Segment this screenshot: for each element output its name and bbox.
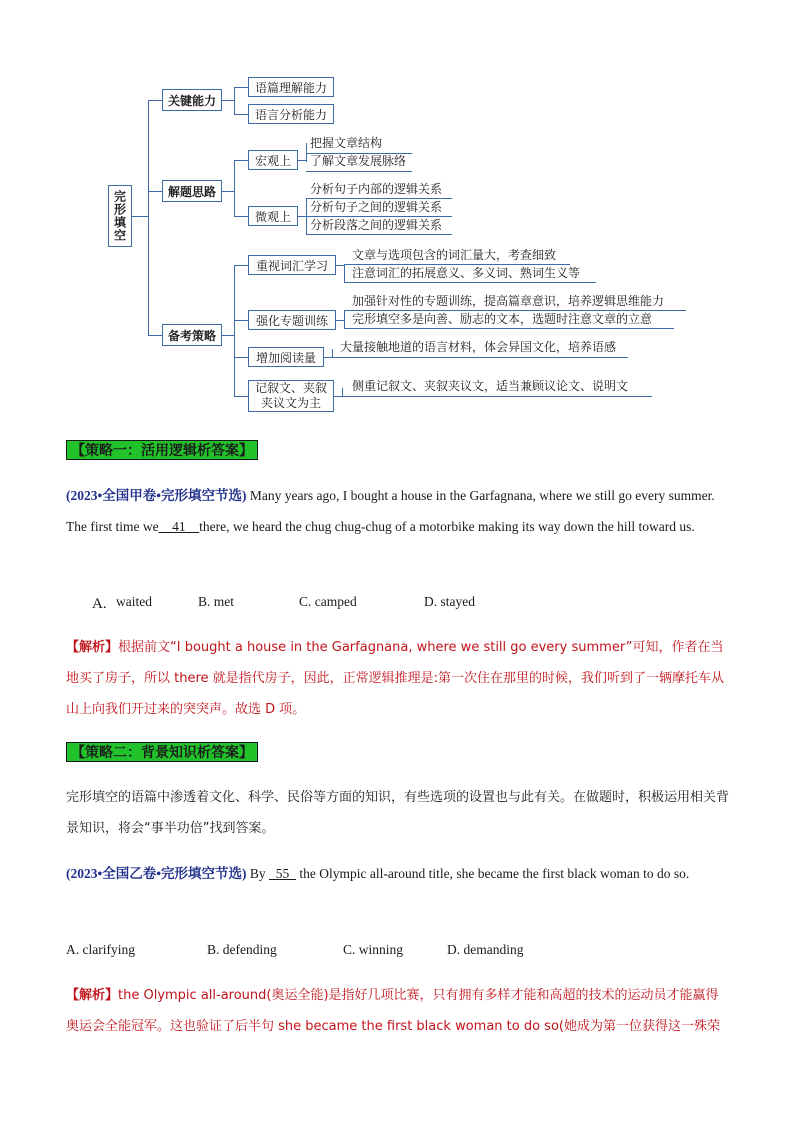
sub-macro: 宏观上 — [248, 150, 298, 170]
leaf-development-thread: 了解文章发展脉络 — [310, 154, 407, 168]
sub-vocabulary: 重视词汇学习 — [248, 255, 336, 275]
leaf-discourse-understanding: 语篇理解能力 — [248, 77, 334, 97]
branch-solving-approach: 解题思路 — [162, 180, 222, 202]
strategy2-analysis: 【解析】the Olympic all-around(奥运全能)是指好几项比赛，只有拥有多样才能和高超的技术的运动员才能赢得奥运会全能冠军。这也验证了后半句 she became the first black woman to do so(她成为第一位获得这一殊荣 — [66, 988, 720, 1034]
leaf-vocab-large: 文章与选项包含的词汇量大，考查细致 — [352, 248, 557, 262]
strategy1-analysis: 【解析】根据前文“I bought a house in the Garfagnana, where we still go every summer”可知，作者在当地买了房子，所以 there 就是指代房子，因此，正常逻辑推理是:第一次住在那里的时候，我们听到了一辆摩托车从山上向我们开过来的突突声。故选 D 项。 — [66, 640, 725, 717]
strategy1-source: (2023•全国甲卷•完形填空节选) — [66, 488, 247, 503]
strategy2-source: (2023•全国乙卷•完形填空节选) — [66, 866, 247, 881]
leaf-logic-within-sentence: 分析句子内部的逻辑关系 — [310, 182, 443, 196]
strategy2-heading: 【策略二：背景知识析答案】 — [66, 742, 258, 762]
mindmap-root: 完形填空 — [108, 185, 132, 247]
leaf-grasp-structure: 把握文章结构 — [310, 136, 383, 150]
branch-prep-strategy: 备考策略 — [162, 324, 222, 346]
sub-more-reading: 增加阅读量 — [248, 347, 324, 367]
strategy2-question: (2023•全国乙卷•完形填空节选) By 55 the Olympic all-around title, she became the first black woman to do so. — [66, 866, 690, 881]
strategy1-heading: 【策略一：活用逻辑析答案】 — [66, 440, 258, 460]
sub-narrative-focus: 记叙文、夹叙 夹议文为主 — [248, 380, 334, 412]
leaf-training-theme: 完形填空多是向善、励志的文本，选题时注意文章的立意 — [352, 312, 653, 326]
leaf-vocab-extension: 注意词汇的拓展意义、多义词、熟词生义等 — [352, 266, 581, 280]
blank-55: 55 — [268, 866, 296, 881]
leaf-reading-authentic: 大量接触地道的语言材料，体会异国文化，培养语感 — [340, 340, 617, 354]
sub-special-training: 强化专题训练 — [248, 310, 336, 330]
strategy1-question: (2023•全国甲卷•完形填空节选) Many years ago, I bought a house in the Garfagnana, where we still go every summer. The first time we 41 there, we heard the chug chug-chug of a motorbike making its way down the hill toward us. — [66, 488, 715, 534]
leaf-logic-between-paragraphs: 分析段落之间的逻辑关系 — [310, 218, 443, 232]
leaf-narrative-emphasis: 侧重记叙文、夹叙夹议文，适当兼顾议论文、说明文 — [352, 379, 629, 393]
leaf-logic-between-sentences: 分析句子之间的逻辑关系 — [310, 200, 443, 214]
sub-micro: 微观上 — [248, 206, 298, 226]
leaf-language-analysis: 语言分析能力 — [248, 104, 334, 124]
blank-41: 41 — [158, 519, 200, 534]
leaf-training-targeted: 加强针对性的专题训练，提高篇章意识，培养逻辑思维能力 — [352, 294, 665, 308]
strategy2-intro: 完形填空的语篇中渗透着文化、科学、民俗等方面的知识，有些选项的设置也与此有关。在做题时，积极运用相关背景知识，将会“事半功倍”找到答案。 — [66, 790, 730, 836]
branch-key-ability: 关键能力 — [162, 89, 222, 111]
